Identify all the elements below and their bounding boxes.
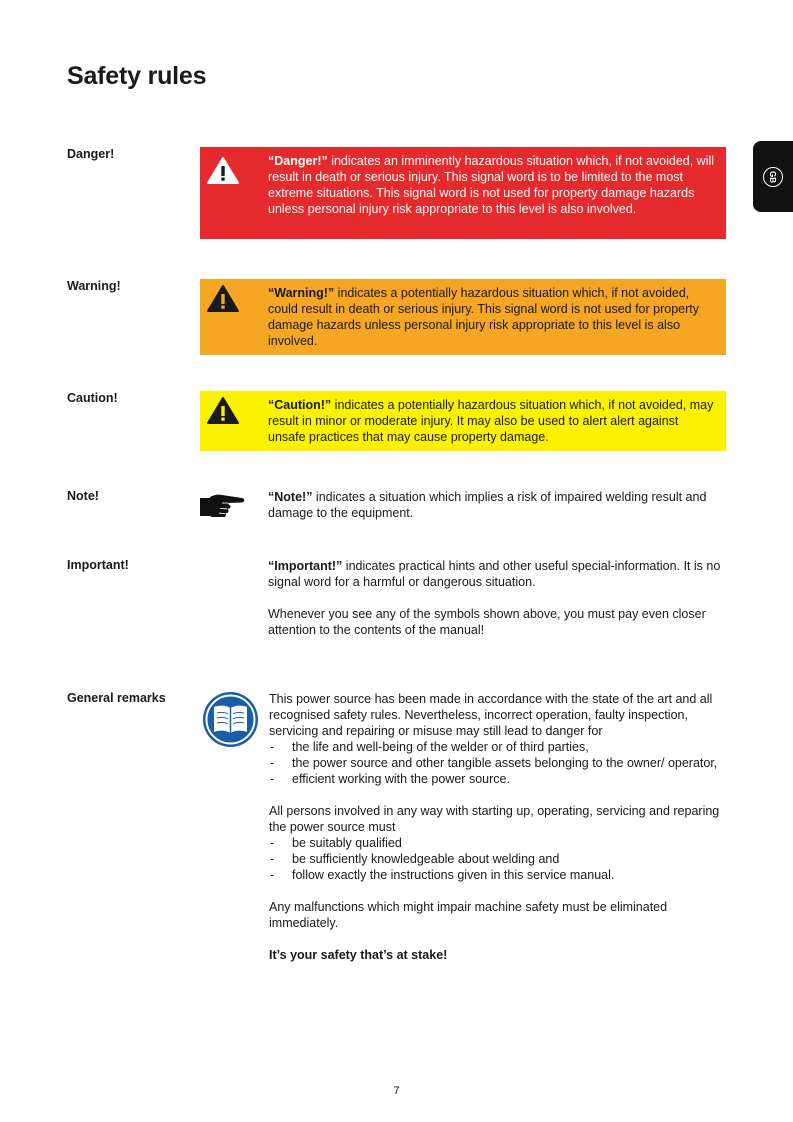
important-label: Important! (67, 558, 129, 572)
warning-box (200, 279, 726, 355)
note-text-block (268, 489, 728, 521)
list-item: - be suitably qualified (270, 836, 402, 850)
important-followup: Whenever you see any of the symbols shown above, you must pay even closer attention to the contents of the manual! (268, 607, 706, 637)
note-keyword: “Note!” (268, 490, 313, 504)
note-label: Note! (67, 489, 99, 503)
danger-label: Danger! (67, 147, 115, 161)
note-text: indicates a situation which implies a risk of impaired welding result and damage to the equipment. (268, 490, 707, 520)
general-remarks-text-block (269, 691, 729, 963)
danger-keyword: “Danger!” (268, 154, 328, 168)
list-item: - efficient working with the power source. (270, 772, 510, 786)
caution-text: indicates a potentially hazardous situation which, if not avoided, may result in minor or moderate injury. It may also be used to alert alert against unsafe practices that may cause property damage. (268, 398, 714, 444)
risk-list (269, 739, 729, 787)
danger-box (200, 147, 726, 239)
page-title: Safety rules (67, 62, 207, 90)
list-item: - follow exactly the instructions given in this service manual. (270, 868, 615, 882)
requirements-list (269, 835, 729, 883)
language-badge: GB (763, 167, 783, 187)
list-item: - be sufficiently knowledgeable about welding and (270, 852, 560, 866)
caution-label: Caution! (67, 391, 118, 405)
page-number: 7 (393, 1085, 400, 1097)
general-remarks-label: General remarks (67, 691, 166, 705)
pointing-hand-icon (198, 492, 246, 520)
warning-triangle-icon (206, 156, 240, 186)
persons-intro: All persons involved in any way with starting up, operating, servicing and reparing the power source must (269, 804, 720, 834)
list-item: - the life and well-being of the welder or of third parties, (270, 740, 589, 754)
read-manual-icon (202, 691, 259, 748)
important-keyword: “Important!” (268, 559, 343, 573)
list-item: - the power source and other tangible assets belonging to the owner/ operator, (270, 756, 718, 770)
general-intro: This power source has been made in accordance with the state of the art and all recognised safety rules. Nevertheless, incorrect operation, faulty inspection, servicing and repairing or misuse may still lead to danger for (269, 692, 713, 738)
warning-keyword: “Warning!” (268, 286, 335, 300)
important-text-block (268, 558, 728, 638)
caution-box (200, 391, 726, 451)
warning-triangle-icon (206, 284, 240, 314)
warning-triangle-icon (206, 396, 240, 426)
danger-text: indicates an imminently hazardous situation which, if not avoided, will result in death or serious injury. This signal word is to be limited to the most extreme situations. This signal word is not used for property damage hazards unless personal injury risk appropriate to this level is also involved. (268, 154, 715, 216)
caution-keyword: “Caution!” (268, 398, 332, 412)
warning-text: indicates a potentially hazardous situation which, if not avoided, could result in death or serious injury. This signal word is not used for property damage hazards unless personal injury risk appropriate to this level is also involved. (268, 286, 699, 348)
warning-label: Warning! (67, 279, 121, 293)
malfunctions-text: Any malfunctions which might impair machine safety must be eliminated immediately. (269, 900, 668, 930)
language-tab (753, 141, 793, 212)
important-text: indicates practical hints and other useful special-information. It is no signal word for a harmful or dangerous situation. (268, 559, 721, 589)
closing-statement: It’s your safety that’s at stake! (269, 948, 448, 962)
